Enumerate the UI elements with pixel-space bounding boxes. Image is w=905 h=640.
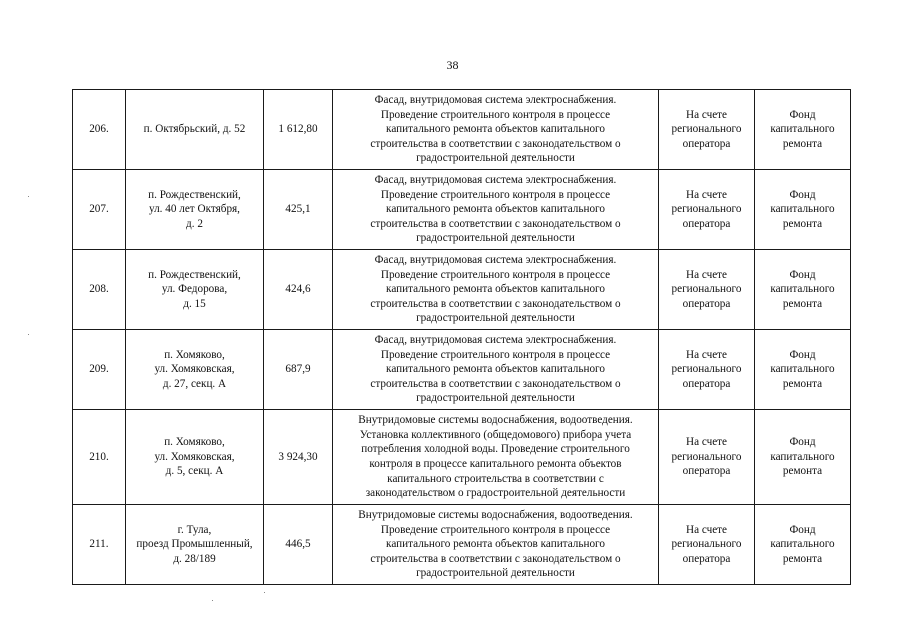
address-cell: [126, 250, 264, 330]
scan-speck: [28, 334, 29, 335]
fund-cell: [755, 410, 851, 505]
work-description-cell: [333, 170, 659, 250]
scan-speck: [212, 600, 213, 601]
area-cell: 446,5: [264, 505, 333, 585]
work-line: Проведение строительного контроля в процессе: [380, 348, 611, 361]
table-row: [73, 90, 851, 170]
address-line: ул. Хомяковская,: [154, 363, 235, 376]
owner-line: На счете: [685, 268, 728, 281]
address-line: п. Октябрьский, д. 52: [143, 123, 246, 136]
fund-cell: [755, 170, 851, 250]
address-line: п. Хомяково,: [164, 348, 225, 361]
address-line: п. Рождественский,: [148, 188, 241, 201]
work-line: капитального ремонта объектов капитального: [386, 363, 605, 376]
address-line: ул. Хомяковская,: [154, 450, 235, 463]
work-line: капитального ремонта объектов капитального: [386, 283, 605, 296]
account-owner-cell: [659, 170, 755, 250]
address-line: д. 2: [186, 217, 203, 230]
fund-line: Фонд: [789, 348, 816, 361]
address-line: г. Тула,: [177, 523, 212, 536]
row-number: 208.: [73, 250, 126, 330]
work-line: законодательством о градостроительной деятельности: [365, 487, 626, 500]
row-number: 209.: [73, 330, 126, 410]
account-owner-cell: [659, 90, 755, 170]
owner-line: На счете: [685, 436, 728, 449]
work-line: Фасад, внутридомовая система электроснабжения.: [374, 254, 617, 267]
work-line: строительства в соответствии с законодательством о: [370, 217, 621, 230]
work-line: капитального ремонта объектов капитального: [386, 203, 605, 216]
owner-line: На счете: [685, 108, 728, 121]
owner-line: регионального: [671, 203, 742, 216]
fund-line: капитального: [770, 450, 835, 463]
fund-line: ремонта: [782, 217, 823, 230]
work-description-cell: [333, 90, 659, 170]
address-cell: [126, 90, 264, 170]
work-line: капитального ремонта объектов капитального: [386, 538, 605, 551]
work-line: контроля в процессе капитального ремонта объектов: [369, 458, 622, 470]
work-line: градостроительной деятельности: [416, 392, 575, 405]
work-line: градостроительной деятельности: [416, 312, 575, 325]
fund-cell: [755, 330, 851, 410]
area-cell: 1 612,80: [264, 90, 333, 170]
scan-speck: [264, 592, 265, 593]
scan-speck: [28, 196, 29, 197]
fund-cell: [755, 90, 851, 170]
account-owner-cell: [659, 410, 755, 505]
owner-line: регионального: [671, 450, 742, 463]
work-line: Проведение строительного контроля в процессе: [380, 188, 611, 201]
fund-line: ремонта: [782, 377, 823, 390]
address-cell: [126, 330, 264, 410]
work-line: Проведение строительного контроля в процессе: [380, 268, 611, 281]
address-line: д. 27, секц. А: [162, 377, 227, 390]
repair-schedule-table: [72, 89, 851, 585]
area-cell: 3 924,30: [264, 410, 333, 505]
work-line: градостроительной деятельности: [416, 152, 575, 165]
address-line: д. 5, секц. А: [165, 465, 224, 478]
table-row: [73, 410, 851, 505]
owner-line: На счете: [685, 523, 728, 536]
work-line: Установка коллективного (общедомового) прибора учета: [359, 428, 632, 441]
work-line: капитального ремонта объектов капитального: [386, 123, 605, 136]
table-row: [73, 505, 851, 585]
work-description-cell: [333, 505, 659, 585]
owner-line: оператора: [682, 377, 731, 390]
work-description-cell: [333, 250, 659, 330]
page-number: 38: [446, 58, 459, 72]
fund-cell: [755, 250, 851, 330]
account-owner-cell: [659, 505, 755, 585]
account-owner-cell: [659, 250, 755, 330]
work-line: строительства в соответствии с законодательством о: [370, 297, 621, 310]
work-line: Фасад, внутридомовая система электроснабжения.: [374, 174, 617, 187]
table-row: [73, 250, 851, 330]
table-row: [73, 330, 851, 410]
work-line: капитального строительства в соответствии с: [387, 472, 604, 485]
address-line: проезд Промышленный,: [136, 538, 253, 551]
fund-line: капитального: [770, 363, 835, 376]
work-line: градостроительной деятельности: [416, 232, 575, 245]
owner-line: оператора: [682, 217, 731, 230]
owner-line: регионального: [671, 363, 742, 376]
area-cell: 424,6: [264, 250, 333, 330]
address-line: д. 28/189: [173, 552, 216, 565]
work-line: строительства в соответствии с законодательством о: [370, 377, 621, 390]
work-description-cell: [333, 330, 659, 410]
address-cell: [126, 170, 264, 250]
owner-line: оператора: [682, 465, 731, 478]
row-number: 210.: [73, 410, 126, 505]
area-cell: 425,1: [264, 170, 333, 250]
fund-line: Фонд: [789, 188, 816, 201]
work-line: Проведение строительного контроля в процессе: [380, 108, 611, 121]
work-description-cell: [333, 410, 659, 505]
address-line: д. 15: [183, 297, 206, 310]
fund-line: капитального: [770, 123, 835, 136]
work-line: Проведение строительного контроля в процессе: [380, 523, 611, 536]
fund-line: ремонта: [782, 465, 823, 478]
owner-line: На счете: [685, 348, 728, 361]
address-line: п. Хомяково,: [164, 436, 225, 449]
address-cell: [126, 410, 264, 505]
fund-line: ремонта: [782, 552, 823, 565]
work-line: Фасад, внутридомовая система электроснабжения.: [374, 334, 617, 347]
owner-line: оператора: [682, 297, 731, 310]
row-number: 206.: [73, 90, 126, 170]
work-line: потребления холодной воды. Проведение строительного: [361, 443, 630, 456]
owner-line: оператора: [682, 137, 731, 150]
account-owner-cell: [659, 330, 755, 410]
owner-line: регионального: [671, 283, 742, 296]
address-line: п. Рождественский,: [148, 268, 241, 281]
owner-line: регионального: [671, 538, 742, 551]
fund-line: капитального: [770, 203, 835, 216]
area-cell: 687,9: [264, 330, 333, 410]
fund-line: капитального: [770, 283, 835, 296]
fund-line: капитального: [770, 538, 835, 551]
work-line: градостроительной деятельности: [416, 567, 575, 580]
work-line: Внутридомовые системы водоснабжения, водоотведения.: [358, 509, 633, 522]
owner-line: На счете: [685, 188, 728, 201]
address-line: ул. 40 лет Октября,: [149, 203, 240, 216]
fund-cell: [755, 505, 851, 585]
address-line: ул. Федорова,: [161, 283, 228, 296]
work-line: Внутридомовые системы водоснабжения, водоотведения.: [358, 414, 633, 427]
fund-line: ремонта: [782, 137, 823, 150]
fund-line: Фонд: [789, 108, 816, 121]
fund-line: Фонд: [789, 523, 816, 536]
address-cell: [126, 505, 264, 585]
owner-line: оператора: [682, 552, 731, 565]
fund-line: Фонд: [789, 436, 816, 449]
owner-line: регионального: [671, 123, 742, 136]
row-number: 207.: [73, 170, 126, 250]
work-line: строительства в соответствии с законодательством о: [370, 552, 621, 565]
work-line: Фасад, внутридомовая система электроснабжения.: [374, 94, 617, 107]
work-line: строительства в соответствии с законодательством о: [370, 137, 621, 150]
fund-line: Фонд: [789, 268, 816, 281]
fund-line: ремонта: [782, 297, 823, 310]
table-row: [73, 170, 851, 250]
row-number: 211.: [73, 505, 126, 585]
